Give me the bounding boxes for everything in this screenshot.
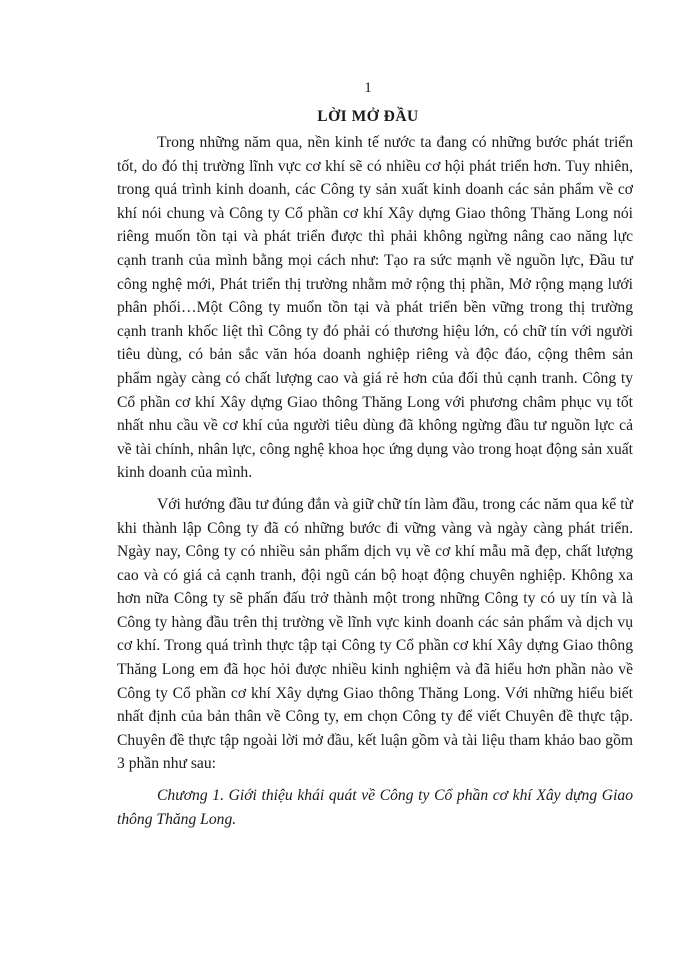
paragraph-1: Trong những năm qua, nền kinh tế nước ta đang có những bước phát triển tốt, do đó thị trường lĩnh vực cơ khí sẽ có nhiều cơ hội phát triển hơn. Tuy nhiên, trong quá trình kinh doanh, các Công ty sản xuất kinh doanh các sản phẩm về cơ khí nói chung và Công ty Cổ phần cơ khí Xây dựng Giao thông Thăng Long nói riêng muốn tồn tại và phát triển được thì phải không ngừng nâng cao năng lực cạnh tranh của mình bằng mọi cách như: Tạo ra sức mạnh về nguồn lực, Đầu tư công nghệ mới, Phát triển thị trường nhằm mở rộng thị phần, Mở rộng mạng lưới phân phối…Một Công ty muốn tồn tại và phát triển bền vững trong thị trường cạnh tranh khốc liệt thì Công ty đó phải có thương hiệu lớn, có chữ tín với người tiêu dùng, có bản sắc văn hóa doanh nghiệp riêng và độc đáo, cộng thêm sản phẩm ngày càng có chất lượng cao và giá rẻ hơn của đối thủ cạnh tranh. Công ty Cổ phần cơ khí Xây dựng Giao thông Thăng Long với phương châm phục vụ tốt nhất nhu cầu về cơ khí của người tiêu dùng đã không ngừng đầu tư nguồn lực cả về tài chính, nhân lực, công nghệ khoa học ứng dụng vào trong hoạt động sản xuất kinh doanh của mình. [117, 134, 633, 482]
body-text [117, 131, 633, 831]
page-number: 1 [364, 80, 372, 96]
paragraph-2: Với hướng đầu tư đúng đắn và giữ chữ tín làm đầu, trong các năm qua kể từ khi thành lập Công ty đã có những bước đi vững vàng và ngày càng phát triển. Ngày nay, Công ty có nhiều sản phẩm dịch vụ về cơ khí mẫu mã đẹp, chất lượng cao và có giá cả cạnh tranh, đội ngũ cán bộ hoạt động chuyên nghiệp. Không xa hơn nữa Công ty sẽ phấn đấu trở thành một trong những Công ty có uy tín và là Công ty hàng đầu trên thị trường về lĩnh vực kinh doanh các sản phẩm và dịch vụ cơ khí. Trong quá trình thực tập tại Công ty Cổ phần cơ khí Xây dựng Giao thông Thăng Long em đã học hỏi được nhiều kinh nghiệm và đã hiểu hơn phần nào về Công ty Cổ phần cơ khí Xây dựng Giao thông Thăng Long. Với những hiểu biết nhất định của bản thân về Công ty, em chọn Công ty để viết Chuyên đề thực tập. Chuyên đề thực tập ngoài lời mở đầu, kết luận gồm và tài liệu tham khảo bao gồm 3 phần như sau: [117, 495, 633, 773]
page-title: LỜI MỞ ĐẦU [317, 108, 419, 125]
chapter-1-line: Chương 1. Giới thiệu khái quát về Công ty Cổ phần cơ khí Xây dựng Giao thông Thăng Long. [117, 787, 633, 828]
